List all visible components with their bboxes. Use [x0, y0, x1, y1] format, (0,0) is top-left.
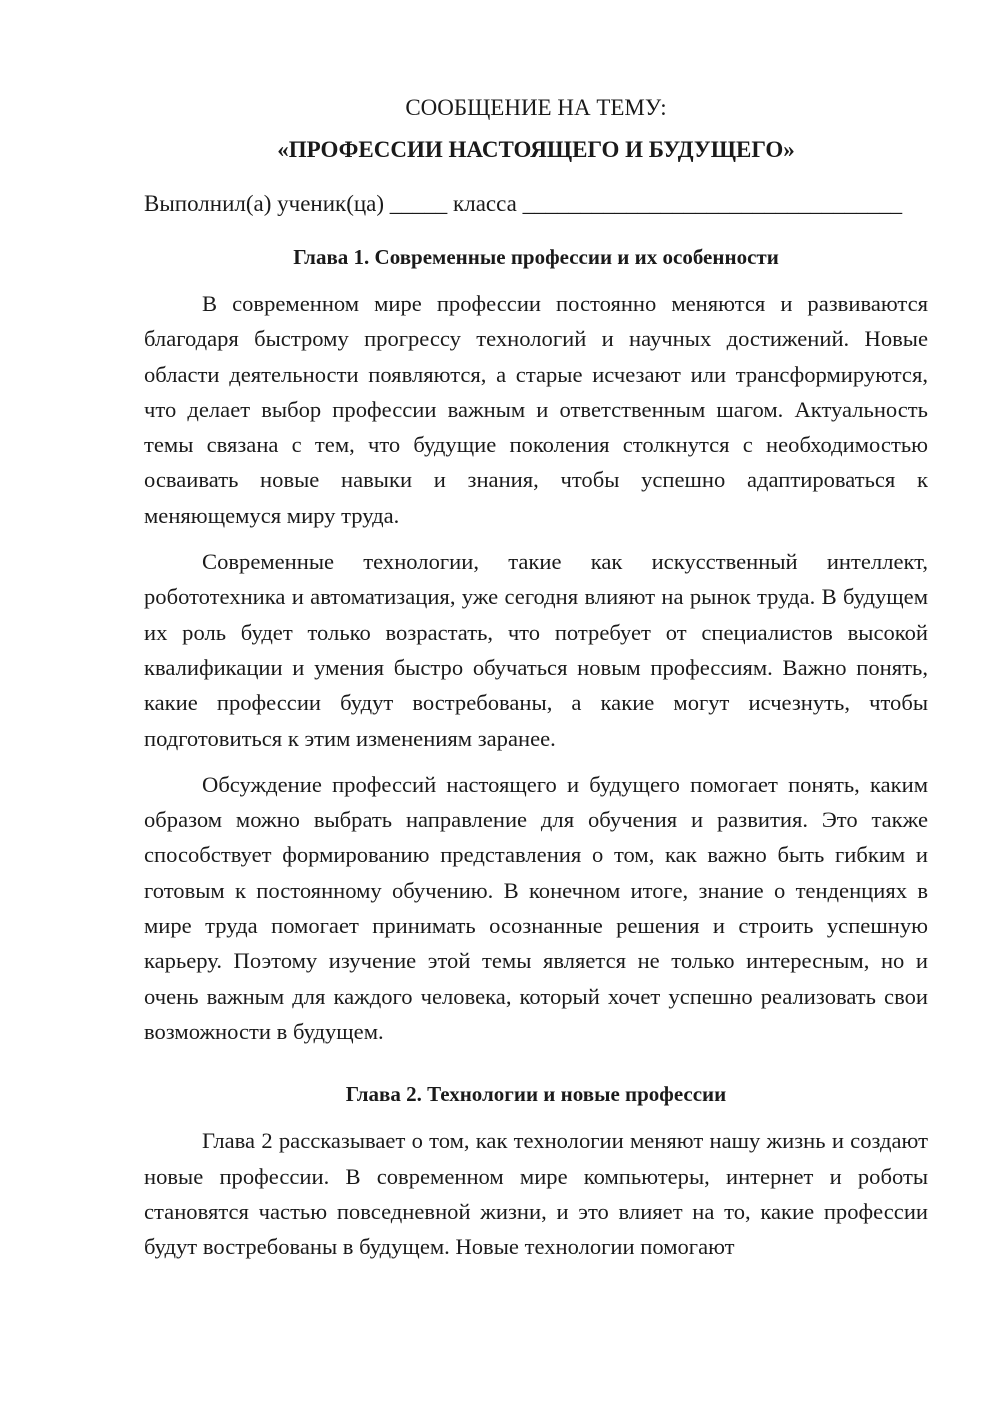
chapter-1-paragraph-3: Обсуждение профессий настоящего и будущего помогает понять, каким образом можно выбрать направление для обучения и развития. Это также способствует формированию представления о том, как важно быть гибким и готовым к постоянному обучению. В конечном итоге, знание о тенденциях в мире труда помогает принимать осознанные решения и строить успешную карьеру. Поэтому изучение этой темы является не только интересным, но и очень важным для каждого человека, который хочет успешно реализовать свои возможности в будущем.: [144, 771, 928, 1044]
chapter-2-paragraph-1: Глава 2 рассказывает о том, как технологии меняют нашу жизнь и создают новые профессии. В современном мире компьютеры, интернет и роботы становятся частью повседневной жизни, и это влияет на то, какие профессии будут востребованы в будущем. Новые технологии помогают: [144, 1128, 928, 1260]
chapter-2-heading: Глава 2. Технологии и новые профессии: [345, 1082, 727, 1107]
chapter-1-paragraph-1: В современном мире профессии постоянно меняются и развиваются благодаря быстрому прогрессу технологий и научных достижений. Новые области деятельности появляются, а старые исчезают или трансформируются, что делает выбор профессии важным и ответственным шагом. Актуальность темы связана с тем, что будущие поколения столкнутся с необходимостью осваивать новые навыки и знания, чтобы успешно адаптироваться к меняющемуся миру труда.: [144, 291, 928, 528]
document-title-line-2: «ПРОФЕССИИ НАСТОЯЩЕГО И БУДУЩЕГО»: [277, 137, 795, 162]
document-title-line-1: СООБЩЕНИЕ НА ТЕМУ:: [405, 95, 667, 120]
chapter-1-paragraph-2: Современные технологии, такие как искусственный интеллект, робототехника и автоматизация, уже сегодня влияют на рынок труда. В будущем их роль будет только возрастать, что потребует от специалистов высокой квалификации и умения быстро обучаться новым профессиям. Важно понять, какие профессии будут востребованы, а какие могут исчезнуть, чтобы подготовиться к этим изменениям заранее.: [144, 549, 928, 751]
chapter-1-heading: Глава 1. Современные профессии и их особенности: [293, 245, 779, 269]
author-line: Выполнил(а) ученик(ца) _____ класса _________________________________: [144, 191, 903, 216]
